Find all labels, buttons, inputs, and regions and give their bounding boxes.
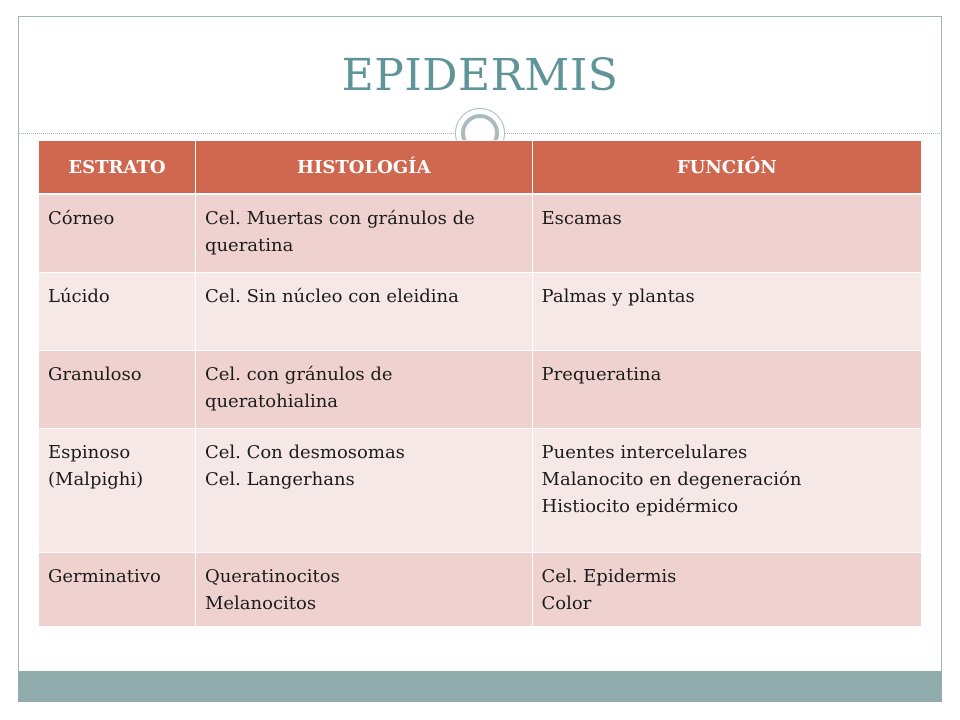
cell-estrato bbox=[39, 429, 196, 553]
cell-funcion bbox=[532, 351, 921, 429]
slide-title: EPIDERMIS bbox=[341, 50, 619, 101]
cell-line: queratohialina bbox=[204, 391, 339, 412]
cell-histologia bbox=[195, 351, 532, 429]
cell-line: Cel. Sin núcleo con eleidina bbox=[204, 286, 459, 307]
cell-histologia bbox=[195, 273, 532, 351]
cell-histologia bbox=[195, 429, 532, 553]
header-funcion: FUNCIÓN bbox=[532, 141, 921, 195]
table-row bbox=[39, 194, 922, 273]
cell-line: (Malpighi) bbox=[48, 469, 144, 490]
cell-line: Malanocito en degeneración bbox=[541, 469, 802, 490]
cell-line: Cel. con gránulos de bbox=[204, 364, 393, 385]
footer-bar bbox=[18, 671, 942, 702]
cell-line: Espinoso bbox=[48, 442, 131, 463]
cell-funcion bbox=[532, 429, 921, 553]
cell-line: queratina bbox=[204, 235, 294, 256]
cell-line: Melanocitos bbox=[204, 593, 317, 614]
cell-estrato bbox=[39, 553, 196, 627]
table-row bbox=[39, 429, 922, 553]
cell-line: Granuloso bbox=[48, 364, 142, 385]
cell-line: Histiocito epidérmico bbox=[541, 496, 739, 517]
table-row bbox=[39, 553, 922, 627]
cell-line: Queratinocitos bbox=[204, 566, 340, 587]
cell-funcion bbox=[532, 194, 921, 273]
table-row bbox=[39, 273, 922, 351]
cell-estrato bbox=[39, 194, 196, 273]
cell-funcion bbox=[532, 553, 921, 627]
cell-line: Color bbox=[541, 593, 592, 614]
cell-line: Cel. Epidermis bbox=[541, 566, 677, 587]
table-header-row bbox=[39, 141, 922, 195]
header-histologia: HISTOLOGÍA bbox=[195, 141, 532, 195]
cell-histologia bbox=[195, 553, 532, 627]
header-estrato: ESTRATO bbox=[39, 141, 196, 195]
cell-line: Puentes intercelulares bbox=[541, 442, 748, 463]
cell-line: Cel. Con desmosomas bbox=[204, 442, 405, 463]
cell-line: Escamas bbox=[541, 208, 622, 229]
cell-line: Germinativo bbox=[48, 566, 161, 587]
cell-histologia bbox=[195, 194, 532, 273]
cell-line: Lúcido bbox=[48, 286, 110, 307]
cell-estrato bbox=[39, 351, 196, 429]
cell-line: Palmas y plantas bbox=[541, 286, 695, 307]
cell-line: Prequeratina bbox=[541, 364, 662, 385]
epidermis-strata-table bbox=[38, 140, 922, 626]
cell-estrato bbox=[39, 273, 196, 351]
cell-line: Cel. Muertas con gránulos de bbox=[204, 208, 475, 229]
table-row bbox=[39, 351, 922, 429]
cell-line: Córneo bbox=[48, 208, 115, 229]
cell-line: Cel. Langerhans bbox=[204, 469, 355, 490]
cell-funcion bbox=[532, 273, 921, 351]
